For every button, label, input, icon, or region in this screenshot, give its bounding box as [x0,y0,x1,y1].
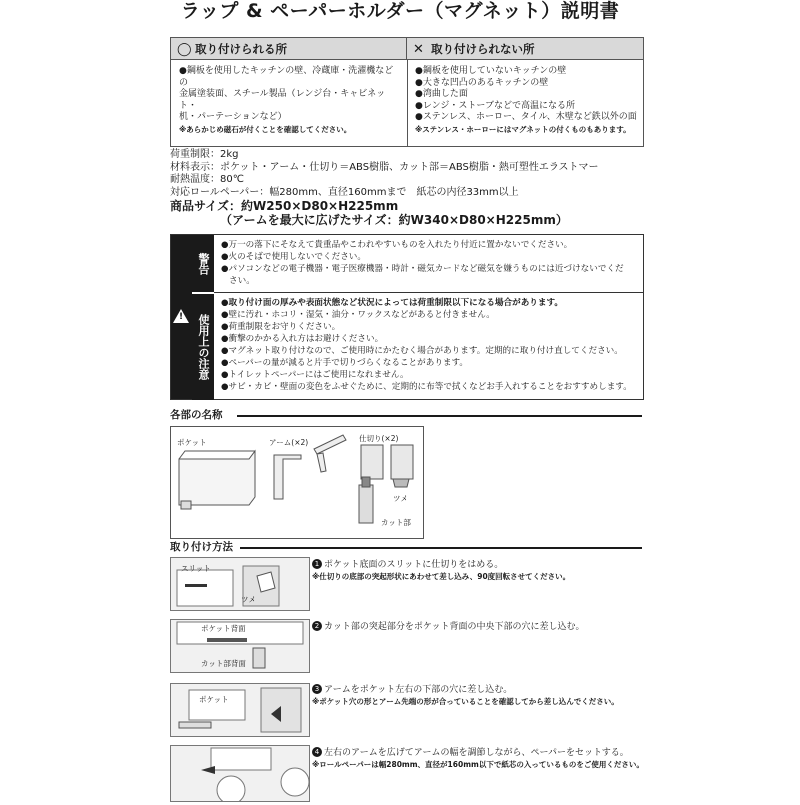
list-item: ●万一の落下にそなえて貴重品やこわれやすいものを入れたり付近に置かないでください。 [221,240,573,250]
pocket-drawing [179,451,255,509]
list-item: ●荷重制限をお守りください。 [221,322,341,332]
ok-header-label: 取り付けられる所 [195,42,288,56]
pocket-back-label: ポケット背面 [201,624,246,633]
step1-text: 1 ポケット底面のスリットに仕切りをはめる。 ※仕切りの底部の突起形状にあわせて差し込み、90度回転させてください。 [312,559,642,583]
list-item: ●火のそばで使用しないでください。 [221,252,366,262]
step1-image [170,557,310,611]
table-divider [407,60,408,146]
caution-tag: 使用上の注意 [192,293,214,400]
spec-size: 商品サイズ：約W250×D80×H225mm [170,199,399,214]
list-item: ●壁に汚れ・ホコリ・湿気・油分・ワックスなどがあると付きません。 [221,310,495,320]
pocket-label-step3: ポケット [199,695,229,704]
cutter-back-label: カット部背面 [201,659,246,668]
warning-icon: ! [173,309,189,323]
arm-label: アーム(×2) [269,438,309,447]
claw-label: ツメ [393,494,408,503]
step4-text: 4 左右のアームを広げてアームの幅を調節しながら、ペーパーをセットする。 ※ロールペーパーは幅280mm、直径が160mm以下で紙芯の入っているものをご使用ください。 [312,747,648,771]
claw-label-step1: ツメ [241,595,256,604]
list-item: ●取り付け面の厚みや表面状態など状況によっては荷重制限以下になる場合があります。 [221,298,563,308]
cutter-drawing [359,477,373,523]
cross-icon: ✕ [413,42,424,57]
ok-list [179,66,401,136]
warning-sidebar [171,235,192,399]
step2-text: 2 カット部の突起部分をポケット背面の中央下部の穴に差し込む。 [312,621,642,633]
warning-block [170,234,644,400]
parts-diagram [170,426,424,539]
list-item: ●トイレットペーパーにはご使用になれません。 [221,370,409,380]
step3-text: 3 アームをポケット左右の下部の穴に差し込む。 ※ポケット穴の形とアーム先端の形が合っていることを確認してから差し込んでください。 [312,684,642,708]
pocket-label: ポケット [177,438,207,447]
step3-image [170,683,310,737]
step4-image [170,745,310,802]
caution-list [221,297,639,393]
warning-separator [214,292,643,293]
list-item: ●湾曲した面 [415,89,468,100]
list-item: ●鋼板を使用したキッチンの壁、冷蔵庫・洗濯機などの [179,66,394,88]
step-number: 4 [312,747,322,757]
spec-size-max: （アームを最大に広げたサイズ：約W340×D80×H225mm） [220,213,568,228]
list-item: ●サビ・カビ・壁面の変色をふせぐために、定期的に布等で拭くなどお手入れすることをおすすめします。 [221,382,632,392]
ng-note: ※ステンレス・ホーローにはマグネットの付くものもあります。 [415,124,631,134]
list-item: ●ステンレス、ホーロー、タイル、木壁など鉄以外の面 [415,112,637,123]
step4-note: ※ロールペーパーは幅280mm、直径が160mm以下で紙芯の入っているものをご使用ください。 [312,760,644,769]
list-item: ●レンジ・ストーブなどで高温になる所 [415,100,575,111]
list-item: ●衝撃のかかる入れ方はお避けください。 [221,334,384,344]
step1-note: ※仕切りの底部の突起形状にあわせて差し込み、90度回転させてください。 [312,572,571,581]
ng-header [407,38,643,60]
spec-load: 荷重制限：2kg [170,149,239,160]
ok-header [171,38,407,60]
parts-rule [237,415,642,417]
parts-illustration [171,427,423,538]
step-number: 2 [312,621,322,631]
ng-list [415,66,639,136]
list-item: ●ペーパーの量が減ると片手で切りづらくなることがあります。 [221,358,469,368]
install-rule [240,547,642,549]
parts-heading: 各部の名称 [170,409,223,421]
step2-image [170,619,310,673]
list-item: ●パソコンなどの電子機器・電子医療機器・時計・磁気カードなど磁気を嫌うものには近づけないでくだ [221,264,624,274]
list-item: 金属塗装面、スチール製品（レンジ台・キャビネット・ [179,89,386,111]
list-item: さい。 [229,276,255,286]
spec-heat: 耐熱温度：80℃ [170,174,244,186]
specifications [170,149,650,227]
spec-roll: 対応ロールペーパー：幅280mm、直径160mmまで 紙芯の内径33mm以上 [170,186,519,198]
warning-tag: 警告 [192,235,214,292]
circle-icon: ◯ [177,42,192,57]
cutter-label: カット部 [381,518,411,527]
install-heading: 取り付け方法 [170,541,233,553]
list-item: ●大きな凹凸のあるキッチンの壁 [415,77,549,88]
arm-drawing [274,435,346,499]
step-number: 3 [312,684,322,694]
warning-list [221,239,639,287]
list-item: 机・パーテーションなど） [179,112,287,123]
step3-note: ※ポケット穴の形とアーム先端の形が合っていることを確認してから差し込んでください。 [312,697,619,706]
ok-note: ※あらかじめ磁石が付くことを確認してください。 [179,124,352,134]
list-item: ●鋼板を使用していないキッチンの壁 [415,66,567,76]
step-number: 1 [312,559,322,569]
ng-header-label: 取り付けられない所 [431,42,535,56]
page-title: ラップ & ペーパーホルダー（マグネット）説明書 [180,0,620,22]
compatibility-table [170,37,644,147]
divider-label: 仕切り(×2) [359,434,399,443]
list-item: ●マグネット取り付けなので、ご使用時にかたむく場合があります。定期的に取り付け直してください。 [221,346,623,356]
slit-label: スリット [181,564,211,573]
spec-material: 材料表示：ポケット・アーム・仕切り＝ABS樹脂、カット部＝ABS樹脂・熱可塑性エラストマー [170,161,599,173]
